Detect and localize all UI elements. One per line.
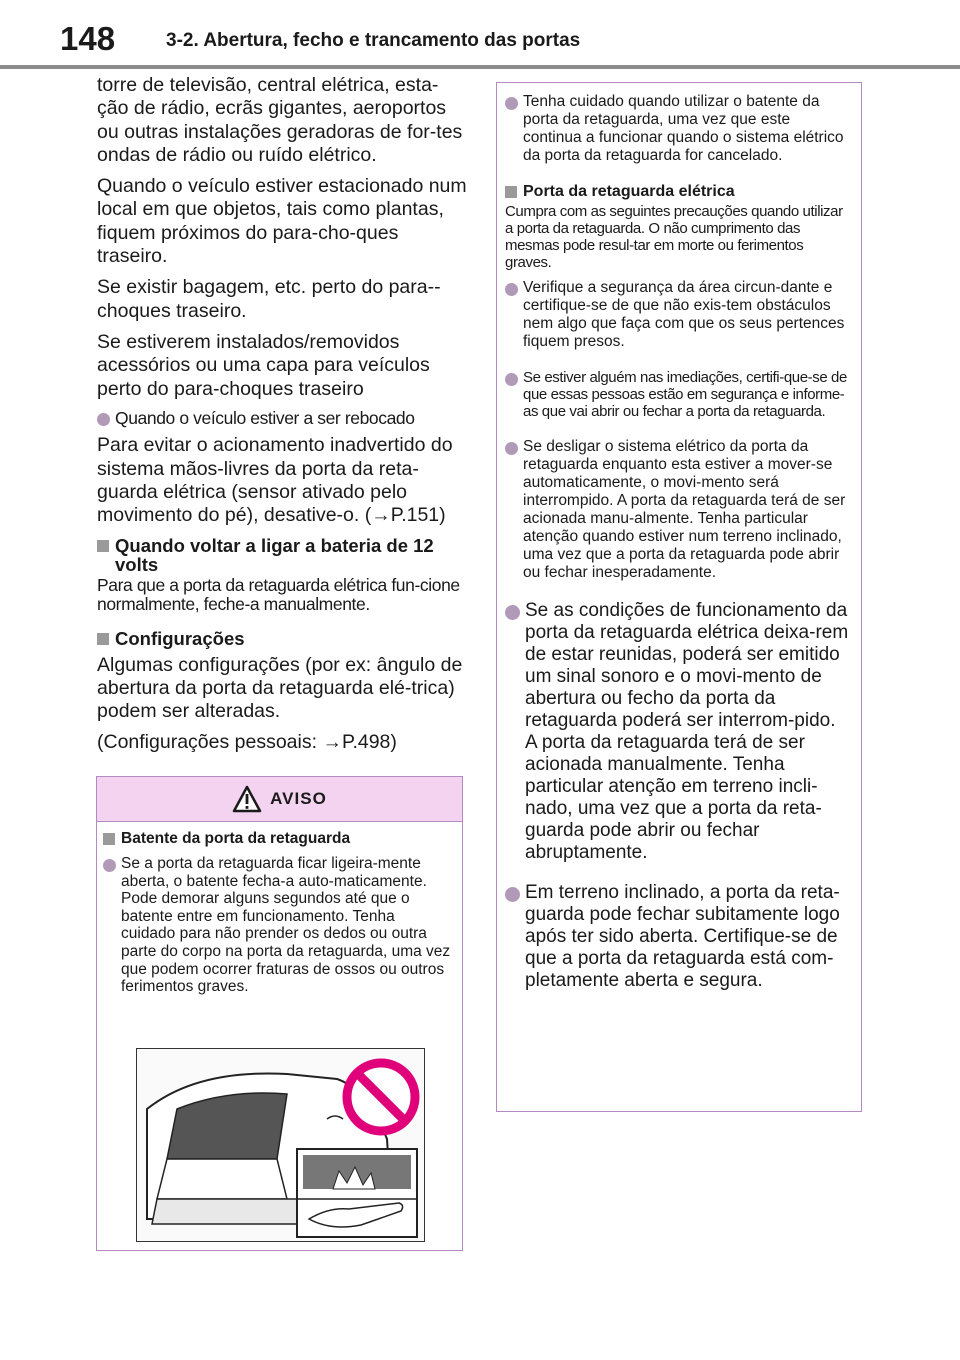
bullet-towed [97, 409, 469, 429]
bullet-dot-icon [103, 859, 116, 872]
right-bullet-4-text: Se desligar o sistema elétrico da porta da retaguarda enquanto esta estiver a mover-se automaticamente, o movi-mento será interrompido. A porta da retaguarda terá de ser acionada manu-almente. Tenha particular atenção quando estiver num terreno inclinado, uma vez que a porta da retaguarda pode abrir ou fechar inesperadamente. [523, 438, 846, 581]
heading-battery [97, 536, 469, 574]
warning-box-header [97, 777, 462, 822]
right-heading [505, 183, 851, 201]
square-bullet-icon [103, 833, 115, 845]
right-bullet-2-text: Verifique a segurança da área circun-dante e certifique-se de que não exis-tem obstáculos nem algo que faça com que os seus pertences fiquem presos. [523, 279, 845, 350]
spacer [505, 588, 851, 600]
section-title: 3-2. Abertura, fecho e trancamento das portas [166, 30, 581, 51]
right-bullet-3-text: Se estiver alguém nas imediações, certifi-que-se de que essas pessoas estão em segurança e informe-as que vai abrir ou fechar a porta da retaguarda. [523, 369, 847, 420]
warning-bullet-text: Se a porta da retaguarda ficar ligeira-mente aberta, o batente fecha-a auto-maticamente. Pode demorar alguns segundos até que o batente entre em funcionamento. Tenha cuidado para não prender os dedos ou outra parte do corpo na porta da retaguarda, uma vez que podem ocorrer fraturas de ossos ou outros ferimentos graves. [121, 855, 451, 996]
square-bullet-icon [97, 540, 109, 552]
paragraph-battery: Para que a porta da retaguarda elétrica fun-cione normalmente, feche-a manualmente. [97, 574, 460, 615]
page-number: 148 [60, 20, 116, 57]
square-bullet-icon [97, 633, 109, 645]
prohibition-icon [347, 1063, 415, 1131]
paragraph-config-ref: (Configurações pessoais: →P.498) [97, 731, 397, 754]
bullet-dot-icon [505, 887, 520, 902]
warning-bullet [103, 855, 452, 996]
right-caution-box [496, 82, 862, 1112]
warning-box-title: AVISO [270, 789, 327, 808]
paragraph-deactivate-sensor: Para evitar o acionamento inadvertido do sistema mãos-livres da porta da reta-guarda elétrica (sensor ativado pelo movimento do pé), desative-o. (→P.151) [97, 434, 453, 527]
header-divider [0, 65, 960, 69]
spacer [505, 870, 851, 882]
bullet-dot-icon [97, 413, 110, 426]
right-bullet-6 [505, 882, 851, 992]
warning-box-body [97, 822, 462, 996]
heading-battery-text: Quando voltar a ligar a bateria de 12 volts [115, 534, 434, 575]
right-bullet-2 [505, 279, 851, 351]
tailgate-drawing [137, 1049, 424, 1241]
spacer [505, 357, 851, 369]
paragraph-interference: torre de televisão, central elétrica, esta-ção de rádio, ecrãs gigantes, aeroportos ou outras instalações geradoras de for-tes ondas de rádio ou ruído elétrico. [97, 74, 463, 166]
paragraph-config: Algumas configurações (por ex: ângulo de abertura da porta da retaguarda elé-trica) podem ser alteradas. [97, 653, 463, 723]
bullet-dot-icon [505, 442, 518, 455]
right-bullet-5 [505, 600, 851, 864]
heading-config [97, 629, 469, 648]
right-bullet-1 [505, 93, 851, 165]
right-bullet-5-text: Se as condições de funcionamento da porta da retaguarda elétrica deixa-rem de estar reunidas, poderá ser emitido um sinal sonoro e o movi-mento de abertura ou fecho da porta da retaguarda poderá ser interrom-pido. A porta da retaguarda terá de ser acionada manualmente. Tenha particular atenção em terreno incli-nado, uma vez que a porta da reta-guarda pode abrir ou fechar abruptamente. [525, 600, 849, 863]
bullet-dot-icon [505, 97, 518, 110]
bullet-dot-icon [505, 373, 518, 386]
right-heading-text: Porta da retaguarda elétrica [523, 183, 735, 200]
heading-config-text: Configurações [115, 627, 245, 649]
paragraph-accessories: Se estiverem instalados/removidos acessórios ou uma capa para veículos perto do para-choques traseiro [97, 330, 430, 400]
warning-subheading-text: Batente da porta da retaguarda [121, 830, 351, 847]
right-intro-text: Cumpra com as seguintes precauções quando utilizar a porta da retaguarda. O não cumprimento das mesmas pode resul-tar em morte ou ferimentos graves. [505, 203, 843, 271]
paragraph-luggage: Se existir bagagem, etc. perto do para--choques traseiro. [97, 276, 441, 322]
warning-subheading [103, 830, 452, 847]
bullet-dot-icon [505, 605, 520, 620]
square-bullet-icon [505, 186, 517, 198]
tailgate-illustration [136, 1048, 425, 1242]
spacer [505, 171, 851, 183]
right-bullet-4 [505, 438, 851, 582]
bullet-dot-icon [505, 283, 518, 296]
bullet-towed-text: Quando o veículo estiver a ser rebocado [115, 407, 415, 428]
right-bullet-1-text: Tenha cuidado quando utilizar o batente da porta da retaguarda, uma vez que este continua a funcionar quando o sistema elétrico da porta da retaguarda for cancelado. [523, 93, 844, 164]
right-bullet-3 [505, 369, 851, 420]
right-bullet-6-text: Em terreno inclinado, a porta da reta-guarda pode fechar subitamente logo após ter sido aberta. Certifique-se de que a porta da retaguarda está com-pletamente aberta e segura. [525, 882, 840, 991]
warning-box [96, 776, 463, 1251]
left-column [97, 74, 469, 763]
spacer [505, 426, 851, 438]
page-header [0, 0, 960, 70]
paragraph-parked-plants: Quando o veículo estiver estacionado num local em que objetos, tais como plantas, fiquem próximos do para-cho-ques traseiro. [97, 175, 467, 268]
warning-triangle-icon [232, 785, 262, 813]
